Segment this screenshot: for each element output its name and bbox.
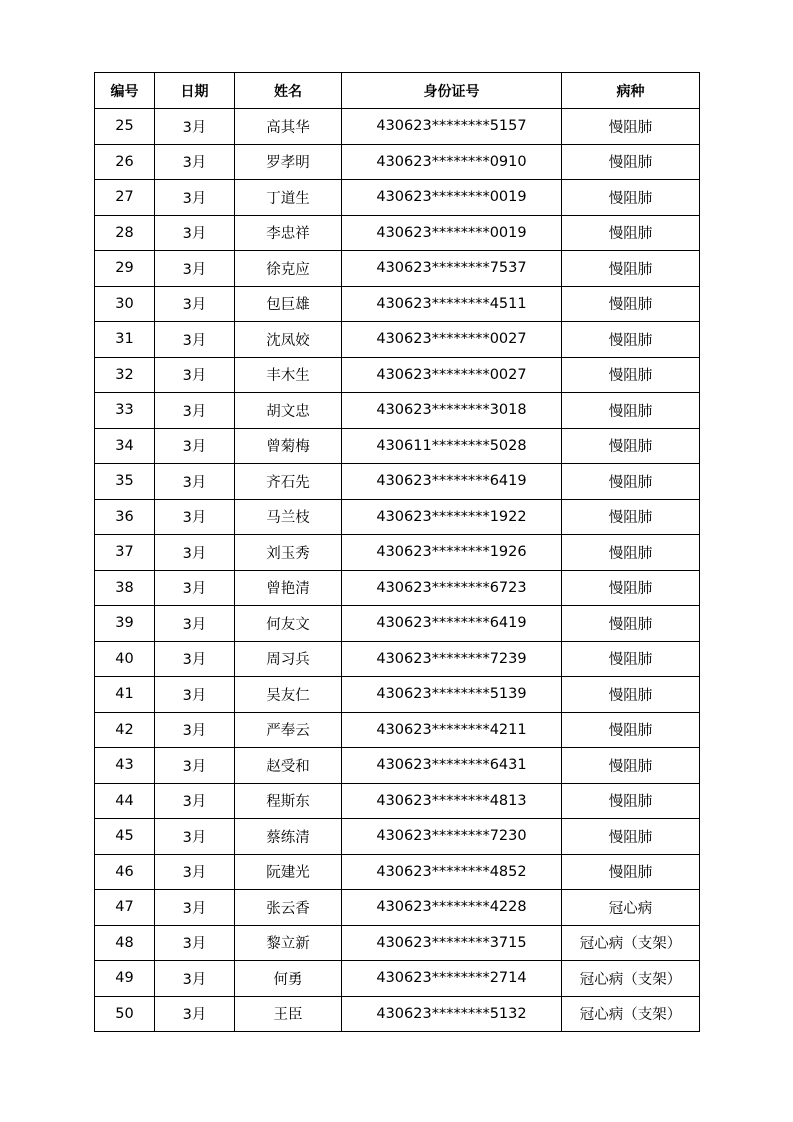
table-row [95, 925, 700, 961]
cell-name: 曾艳清 [235, 570, 342, 606]
cell-name: 严奉云 [235, 712, 342, 748]
cell-name: 曾菊梅 [235, 428, 342, 464]
table-row [95, 748, 700, 784]
cell-number: 47 [95, 890, 155, 926]
cell-date: 3月 [155, 819, 235, 855]
cell-disease: 慢阻肺 [562, 854, 700, 890]
cell-name: 赵受和 [235, 748, 342, 784]
cell-number: 46 [95, 854, 155, 890]
cell-id-number: 430623********6419 [342, 464, 562, 500]
cell-disease: 冠心病（支架） [562, 961, 700, 997]
table-row [95, 854, 700, 890]
cell-number: 45 [95, 819, 155, 855]
table-row [95, 570, 700, 606]
cell-id-number: 430623********0027 [342, 322, 562, 358]
cell-disease: 慢阻肺 [562, 535, 700, 571]
cell-number: 26 [95, 144, 155, 180]
cell-date: 3月 [155, 357, 235, 393]
cell-disease: 慢阻肺 [562, 606, 700, 642]
cell-id-number: 430623********0027 [342, 357, 562, 393]
cell-disease: 慢阻肺 [562, 144, 700, 180]
cell-disease: 慢阻肺 [562, 322, 700, 358]
cell-name: 李忠祥 [235, 215, 342, 251]
cell-id-number: 430623********4211 [342, 712, 562, 748]
cell-number: 34 [95, 428, 155, 464]
cell-name: 沈凤姣 [235, 322, 342, 358]
cell-number: 40 [95, 641, 155, 677]
cell-number: 35 [95, 464, 155, 500]
cell-id-number: 430623********4511 [342, 286, 562, 322]
cell-name: 罗孝明 [235, 144, 342, 180]
cell-id-number: 430623********7230 [342, 819, 562, 855]
cell-date: 3月 [155, 180, 235, 216]
cell-name: 吴友仁 [235, 677, 342, 713]
cell-id-number: 430623********4813 [342, 783, 562, 819]
cell-name: 蔡练清 [235, 819, 342, 855]
cell-date: 3月 [155, 606, 235, 642]
cell-number: 39 [95, 606, 155, 642]
header-date: 日期 [155, 73, 235, 109]
cell-disease: 慢阻肺 [562, 393, 700, 429]
cell-id-number: 430623********6419 [342, 606, 562, 642]
cell-name: 高其华 [235, 109, 342, 145]
cell-name: 徐克应 [235, 251, 342, 287]
cell-date: 3月 [155, 393, 235, 429]
cell-date: 3月 [155, 783, 235, 819]
cell-date: 3月 [155, 499, 235, 535]
cell-number: 29 [95, 251, 155, 287]
cell-disease: 慢阻肺 [562, 286, 700, 322]
cell-name: 何勇 [235, 961, 342, 997]
cell-date: 3月 [155, 996, 235, 1032]
table-row [95, 180, 700, 216]
table-row [95, 286, 700, 322]
header-disease: 病种 [562, 73, 700, 109]
cell-id-number: 430623********2714 [342, 961, 562, 997]
table-row [95, 393, 700, 429]
cell-number: 37 [95, 535, 155, 571]
cell-number: 27 [95, 180, 155, 216]
table-row [95, 357, 700, 393]
cell-number: 33 [95, 393, 155, 429]
table-row [95, 606, 700, 642]
cell-id-number: 430623********3715 [342, 925, 562, 961]
cell-number: 28 [95, 215, 155, 251]
table-row [95, 819, 700, 855]
cell-disease: 慢阻肺 [562, 180, 700, 216]
cell-id-number: 430623********0910 [342, 144, 562, 180]
cell-date: 3月 [155, 961, 235, 997]
cell-date: 3月 [155, 570, 235, 606]
cell-name: 程斯东 [235, 783, 342, 819]
cell-name: 阮建光 [235, 854, 342, 890]
cell-name: 张云香 [235, 890, 342, 926]
cell-date: 3月 [155, 712, 235, 748]
table-row [95, 109, 700, 145]
cell-name: 马兰枝 [235, 499, 342, 535]
cell-number: 30 [95, 286, 155, 322]
cell-name: 丰木生 [235, 357, 342, 393]
table-row [95, 961, 700, 997]
cell-id-number: 430623********6723 [342, 570, 562, 606]
cell-id-number: 430611********5028 [342, 428, 562, 464]
cell-number: 50 [95, 996, 155, 1032]
cell-id-number: 430623********0019 [342, 180, 562, 216]
table-row [95, 996, 700, 1032]
cell-disease: 慢阻肺 [562, 464, 700, 500]
cell-number: 43 [95, 748, 155, 784]
cell-disease: 慢阻肺 [562, 712, 700, 748]
cell-id-number: 430623********3018 [342, 393, 562, 429]
cell-number: 42 [95, 712, 155, 748]
cell-number: 38 [95, 570, 155, 606]
cell-disease: 慢阻肺 [562, 748, 700, 784]
cell-name: 齐石先 [235, 464, 342, 500]
cell-id-number: 430623********1926 [342, 535, 562, 571]
table-row [95, 712, 700, 748]
table-row [95, 428, 700, 464]
cell-name: 何友文 [235, 606, 342, 642]
header-number: 编号 [95, 73, 155, 109]
cell-disease: 慢阻肺 [562, 215, 700, 251]
table-row [95, 783, 700, 819]
cell-disease: 慢阻肺 [562, 819, 700, 855]
cell-disease: 慢阻肺 [562, 251, 700, 287]
cell-date: 3月 [155, 925, 235, 961]
cell-date: 3月 [155, 464, 235, 500]
table-row [95, 322, 700, 358]
cell-date: 3月 [155, 144, 235, 180]
cell-date: 3月 [155, 641, 235, 677]
table-body [95, 109, 700, 1032]
cell-name: 王臣 [235, 996, 342, 1032]
cell-id-number: 430623********4228 [342, 890, 562, 926]
cell-date: 3月 [155, 535, 235, 571]
cell-name: 丁道生 [235, 180, 342, 216]
cell-number: 49 [95, 961, 155, 997]
cell-name: 刘玉秀 [235, 535, 342, 571]
cell-disease: 冠心病 [562, 890, 700, 926]
cell-date: 3月 [155, 854, 235, 890]
cell-id-number: 430623********7537 [342, 251, 562, 287]
cell-disease: 慢阻肺 [562, 570, 700, 606]
header-name: 姓名 [235, 73, 342, 109]
header-id-number: 身份证号 [342, 73, 562, 109]
cell-date: 3月 [155, 322, 235, 358]
cell-id-number: 430623********5132 [342, 996, 562, 1032]
cell-name: 包巨雄 [235, 286, 342, 322]
cell-name: 胡文忠 [235, 393, 342, 429]
table-row [95, 677, 700, 713]
cell-id-number: 430623********4852 [342, 854, 562, 890]
table-row [95, 499, 700, 535]
cell-date: 3月 [155, 109, 235, 145]
cell-number: 32 [95, 357, 155, 393]
cell-id-number: 430623********7239 [342, 641, 562, 677]
cell-number: 48 [95, 925, 155, 961]
table-row [95, 464, 700, 500]
cell-id-number: 430623********5157 [342, 109, 562, 145]
cell-id-number: 430623********6431 [342, 748, 562, 784]
cell-number: 41 [95, 677, 155, 713]
cell-disease: 慢阻肺 [562, 428, 700, 464]
cell-number: 36 [95, 499, 155, 535]
cell-date: 3月 [155, 251, 235, 287]
cell-disease: 慢阻肺 [562, 109, 700, 145]
cell-name: 周习兵 [235, 641, 342, 677]
cell-id-number: 430623********5139 [342, 677, 562, 713]
cell-number: 44 [95, 783, 155, 819]
cell-date: 3月 [155, 890, 235, 926]
cell-number: 25 [95, 109, 155, 145]
cell-disease: 慢阻肺 [562, 641, 700, 677]
table-row [95, 641, 700, 677]
cell-date: 3月 [155, 286, 235, 322]
cell-id-number: 430623********1922 [342, 499, 562, 535]
cell-date: 3月 [155, 677, 235, 713]
table-row [95, 215, 700, 251]
cell-disease: 慢阻肺 [562, 357, 700, 393]
cell-disease: 冠心病（支架） [562, 925, 700, 961]
table-row [95, 144, 700, 180]
cell-number: 31 [95, 322, 155, 358]
cell-disease: 冠心病（支架） [562, 996, 700, 1032]
table-row [95, 251, 700, 287]
table-row [95, 890, 700, 926]
cell-disease: 慢阻肺 [562, 499, 700, 535]
cell-id-number: 430623********0019 [342, 215, 562, 251]
cell-date: 3月 [155, 748, 235, 784]
table-row [95, 535, 700, 571]
patient-roster-table [94, 72, 700, 1032]
cell-name: 黎立新 [235, 925, 342, 961]
table-header-row [95, 73, 700, 109]
cell-disease: 慢阻肺 [562, 783, 700, 819]
cell-date: 3月 [155, 215, 235, 251]
cell-date: 3月 [155, 428, 235, 464]
cell-disease: 慢阻肺 [562, 677, 700, 713]
